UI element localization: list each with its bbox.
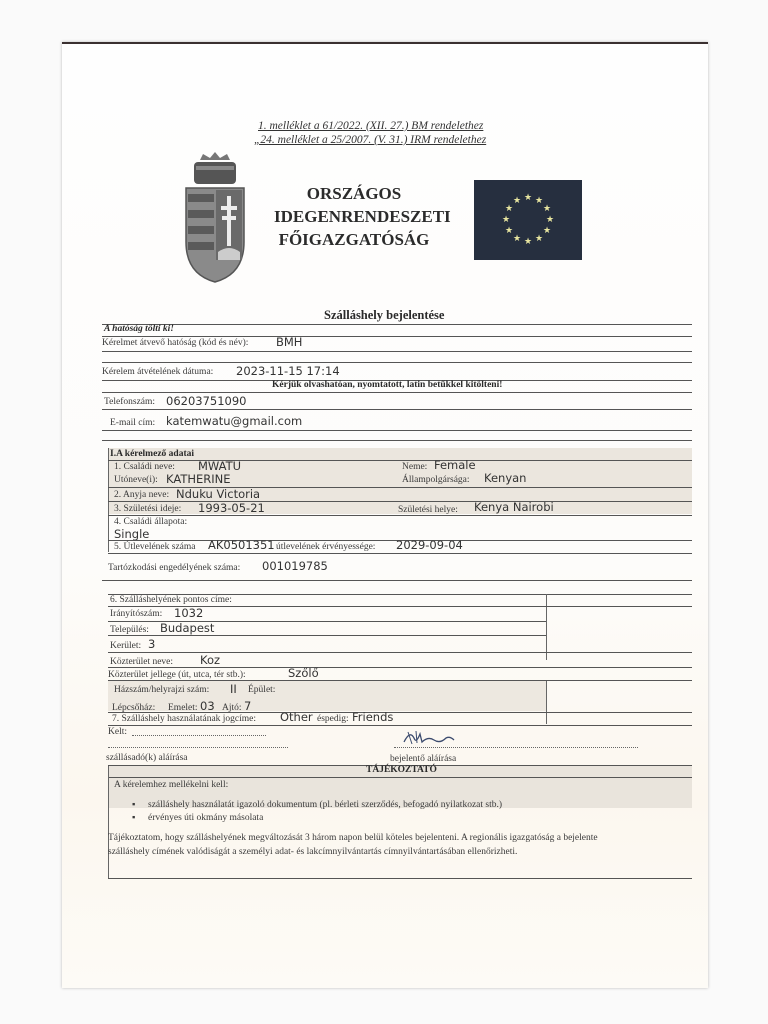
specifically-label: éspedig: <box>317 714 349 724</box>
agency-name <box>274 182 451 251</box>
street-name-label: Közterület neve: <box>110 657 174 667</box>
street-type-input[interactable]: Szőlő <box>288 666 319 680</box>
svg-text:★: ★ <box>504 226 514 236</box>
family-name-label: 1. Családi neve: <box>114 462 175 472</box>
legal-reference-1: 1. melléklet a 61/2022. (XII. 27.) BM rendelethez <box>258 120 484 132</box>
birth-date-label: 3. Születési ideje: <box>114 504 182 514</box>
host-signature-line[interactable] <box>108 741 288 748</box>
family-name-input[interactable]: MWATU <box>198 459 242 473</box>
gender-input[interactable]: Female <box>434 458 476 472</box>
eu-stars-icon <box>474 180 582 260</box>
agency-line-3: FŐIGAZGATÓSÁG <box>278 230 430 249</box>
bullet-icon: ▪ <box>132 800 136 810</box>
receiver-label: Kérelmet átvevő hatóság (kód és név): <box>102 338 249 348</box>
stair-label: Lépcsőház: <box>112 703 156 713</box>
permit-number-label: Tartózkodási engedélyének száma: <box>108 563 241 573</box>
gender-label: Neme: <box>402 462 428 472</box>
svg-text:★: ★ <box>542 204 552 214</box>
passport-number-input[interactable]: AK0501351 <box>208 538 275 552</box>
building-label: Épület: <box>248 685 276 695</box>
handwritten-signature-icon <box>400 728 458 748</box>
svg-text:★: ★ <box>523 193 533 203</box>
zip-label: Irányítószám: <box>110 609 163 619</box>
citizenship-label: Állampolgársága: <box>402 475 470 485</box>
attachment-item-1: szálláshely használatát igazoló dokumentum (pl. bérleti szerződés, befogadó nyilatkozat stb.) <box>148 800 503 810</box>
attachment-item-2: érvényes úti okmány másolata <box>148 813 264 823</box>
svg-text:★: ★ <box>512 196 522 206</box>
svg-text:★: ★ <box>534 234 544 244</box>
floor-label: Emelet: <box>168 703 198 713</box>
eu-flag <box>474 180 582 260</box>
house-number-input[interactable]: II <box>230 682 237 696</box>
receiver-value: BMH <box>276 335 303 349</box>
attach-label: A kérelemhez mellékelni kell: <box>114 780 229 790</box>
passport-validity-input[interactable]: 2029-09-04 <box>396 538 463 552</box>
date-value: 2023-11-15 17:14 <box>236 364 340 378</box>
phone-input[interactable]: 06203751090 <box>166 394 247 408</box>
svg-text:★: ★ <box>504 204 514 214</box>
notice-line-2: szálláshely címének valódiságát a személyi adat- és lakcímnyilvántartás címnyilvántartásában ellenőrizheti. <box>108 847 518 857</box>
passport-validity-label: útlevelének érvényessége: <box>276 542 376 552</box>
specifically-input[interactable]: Friends <box>352 710 394 724</box>
district-input[interactable]: 3 <box>148 637 156 651</box>
given-name-label: Utóneve(i): <box>114 475 158 485</box>
birth-place-label: Születési helye: <box>398 505 458 515</box>
svg-text:★: ★ <box>534 196 544 206</box>
phone-label: Telefonszám: <box>104 397 156 407</box>
email-input[interactable]: katemwatu@gmail.com <box>166 414 303 428</box>
marital-status-label: 4. Családi állapota: <box>114 517 188 527</box>
host-signature-label: szállásadó(k) aláírása <box>106 753 188 763</box>
birth-date-input[interactable]: 1993-05-21 <box>198 501 265 515</box>
legal-basis-input[interactable]: Other <box>280 710 313 724</box>
svg-text:★: ★ <box>512 234 522 244</box>
passport-number-label: 5. Útlevelének száma <box>114 542 196 552</box>
info-heading: TÁJÉKOZTATÓ <box>366 765 437 775</box>
legal-basis-label: 7. Szálláshely használatának jogcíme: <box>112 714 257 724</box>
svg-text:★: ★ <box>501 215 511 225</box>
kelt-label: Kelt: <box>108 727 127 737</box>
marital-status-input[interactable]: Single <box>114 527 150 541</box>
street-name-input[interactable]: Koz <box>200 653 221 667</box>
floor-input[interactable]: 03 <box>200 699 215 713</box>
permit-number-input[interactable]: 001019785 <box>262 559 328 573</box>
agency-line-1: ORSZÁGOS <box>306 184 402 203</box>
hungarian-coat-of-arms-icon <box>180 152 250 284</box>
date-label: Kérelem átvételének dátuma: <box>102 367 214 377</box>
kelt-dotted-line <box>132 727 266 736</box>
mother-name-input[interactable]: Nduku Victoria <box>176 487 261 501</box>
zip-input[interactable]: 1032 <box>174 606 204 620</box>
city-label: Település: <box>110 625 149 635</box>
bullet-icon: ▪ <box>132 813 136 823</box>
address-heading: 6. Szálláshelyének pontos címe: <box>110 595 232 605</box>
citizenship-input[interactable]: Kenyan <box>484 471 527 485</box>
door-label: Ajtó: <box>222 703 242 713</box>
given-name-input[interactable]: KATHERINE <box>166 472 231 486</box>
applicant-heading: I.A kérelmező adatai <box>110 449 194 459</box>
reporter-signature-label: bejelentő aláírása <box>390 754 457 764</box>
mother-name-label: 2. Anyja neve: <box>114 490 170 500</box>
district-label: Kerület: <box>110 641 142 651</box>
legal-reference-2: „24. melléklet a 25/2007. (V. 31.) IRM rendelethez <box>254 134 487 146</box>
email-label: E-mail cím: <box>110 418 156 428</box>
svg-text:★: ★ <box>545 215 555 225</box>
svg-text:★: ★ <box>523 237 533 247</box>
instruction-text: Kérjük olvashatóan, nyomtatott, latin betűkkel kitölteni! <box>272 380 503 390</box>
form-page <box>62 42 708 988</box>
authority-heading: A hatóság tölti ki! <box>104 324 174 334</box>
agency-line-2: IDEGENRENDESZETI <box>274 207 451 226</box>
notice-line-1: Tájékoztatom, hogy szálláshelyének megváltozását 3 három napon belül köteles bejelenteni. A regionális igazgatóság a bejelente <box>108 833 598 843</box>
form-title: Szálláshely bejelentése <box>324 308 445 322</box>
street-type-label: Közterület jellege (út, utca, tér stb.): <box>108 670 246 680</box>
city-input[interactable]: Budapest <box>160 621 215 635</box>
birth-place-input[interactable]: Kenya Nairobi <box>474 500 554 514</box>
house-number-label: Házszám/helyrajzi szám: <box>114 685 210 695</box>
door-input[interactable]: 7 <box>244 699 252 713</box>
svg-text:★: ★ <box>542 226 552 236</box>
